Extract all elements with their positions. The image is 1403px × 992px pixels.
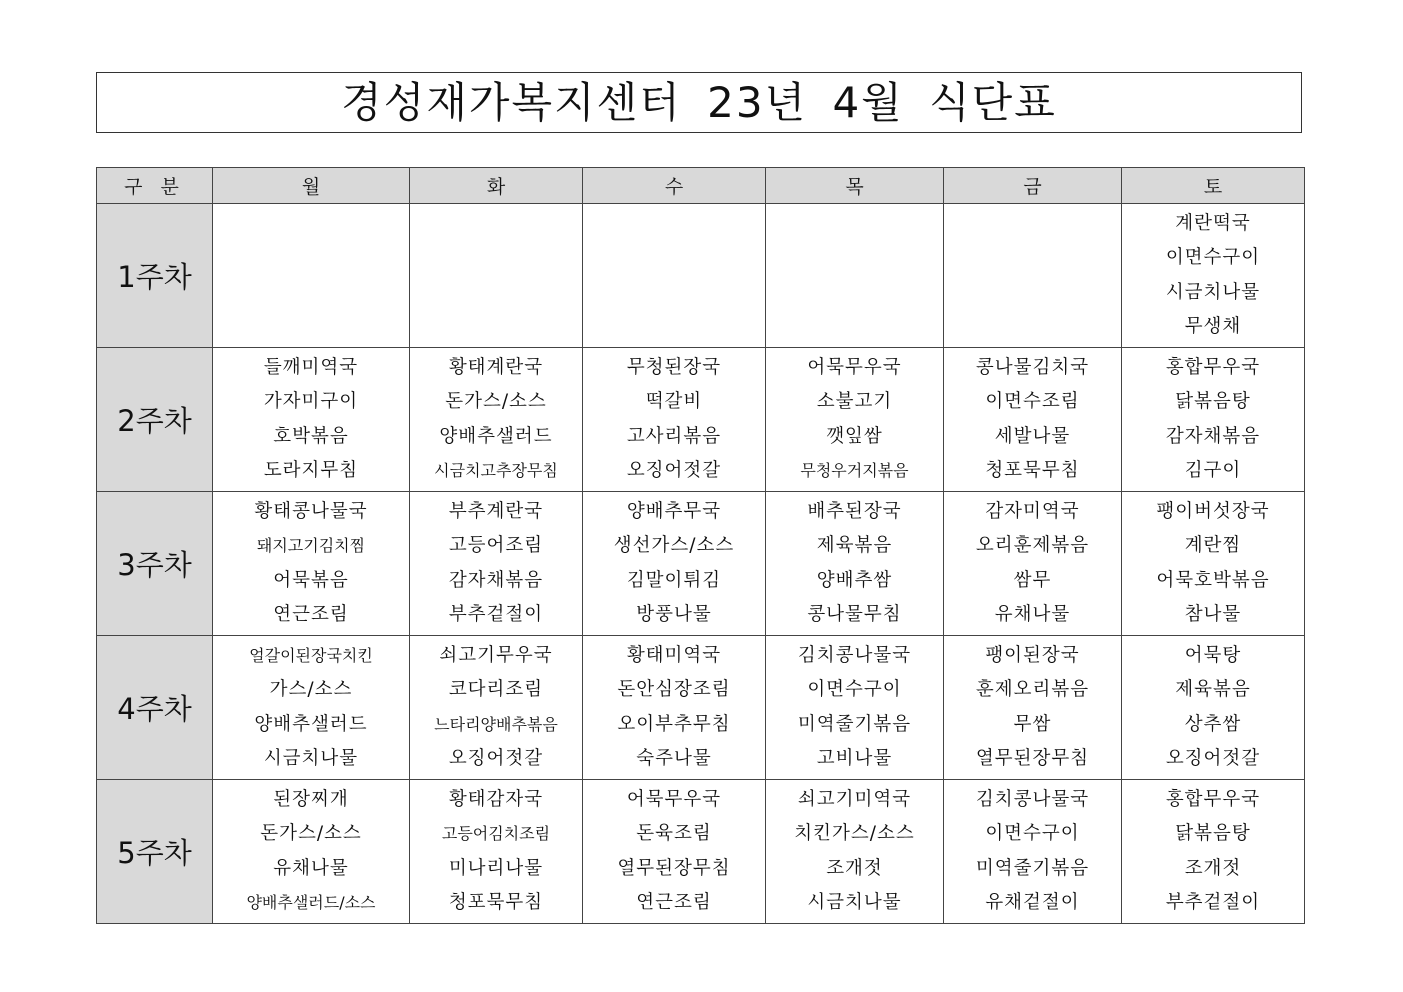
menu-item: 어묵무우국 (807, 356, 902, 378)
menu-item: 어묵볶음 (273, 569, 349, 591)
menu-item-list (583, 780, 765, 923)
menu-item: 김치콩나물국 (975, 788, 1090, 810)
day-menu-cell (944, 636, 1122, 780)
menu-item: 닭볶음탕 (1175, 391, 1251, 412)
week-label: 2주차 (97, 348, 213, 492)
menu-item: 떡갈비 (645, 391, 703, 412)
day-menu-cell (410, 492, 583, 636)
menu-item: 부추겉절이 (448, 604, 544, 625)
day-menu-cell (213, 780, 410, 924)
day-menu-cell (213, 348, 410, 492)
menu-item: 오징어젓갈 (1165, 748, 1261, 769)
week-row (97, 492, 1305, 636)
day-menu-cell (213, 492, 410, 636)
menu-item: 열무된장무침 (617, 857, 731, 879)
day-menu-cell (944, 204, 1122, 348)
day-menu-cell (1122, 492, 1305, 636)
menu-item: 돈가스/소스 (260, 823, 362, 844)
menu-item: 어묵호박볶음 (1156, 569, 1270, 591)
menu-item: 감자미역국 (985, 500, 1080, 522)
day-menu-cell (583, 636, 766, 780)
menu-item: 감자채볶음 (448, 569, 544, 591)
day-menu-cell (583, 780, 766, 924)
header-day: 금 (944, 168, 1122, 204)
menu-item: 돈안심장조림 (617, 679, 731, 700)
menu-item: 양배추쌈 (816, 569, 893, 591)
day-menu-cell (410, 348, 583, 492)
menu-item: 양배추샐러드 (254, 713, 368, 735)
menu-item: 조개젓 (1184, 857, 1242, 879)
week-row (97, 636, 1305, 780)
menu-item-list (944, 204, 1121, 347)
menu-item: 느타리양배추볶음 (434, 714, 558, 734)
menu-item: 황태미역국 (626, 644, 722, 666)
header-category (97, 168, 213, 204)
menu-item: 배추된장국 (807, 500, 902, 522)
menu-item: 연근조림 (273, 604, 349, 625)
day-menu-cell (766, 204, 944, 348)
menu-item-list (944, 348, 1121, 491)
day-menu-cell (944, 492, 1122, 636)
menu-item: 시금치나물 (263, 748, 359, 769)
menu-item: 오이부추무침 (617, 713, 731, 735)
day-menu-cell (1122, 636, 1305, 780)
menu-item-list (410, 636, 582, 779)
menu-item: 청포묵무침 (985, 460, 1080, 481)
menu-item: 조개젓 (826, 857, 883, 879)
menu-item-list (583, 348, 765, 491)
day-menu-cell (944, 348, 1122, 492)
menu-item: 세발나물 (994, 425, 1071, 447)
day-menu-cell (410, 636, 583, 780)
day-menu-cell (213, 636, 410, 780)
menu-item: 김구이 (1184, 460, 1242, 481)
menu-item: 깻잎쌈 (826, 425, 883, 447)
day-menu-cell (766, 492, 944, 636)
day-menu-cell (766, 348, 944, 492)
menu-item: 어묵무우국 (626, 788, 722, 810)
menu-item: 돈육조림 (636, 823, 712, 844)
menu-item: 팽이버섯장국 (1156, 500, 1270, 522)
menu-item: 된장찌개 (273, 788, 349, 810)
day-menu-cell (213, 204, 410, 348)
menu-item-list (410, 348, 582, 491)
menu-item: 이면수구이 (1165, 247, 1261, 268)
menu-item: 도라지무침 (263, 460, 359, 481)
menu-item: 숙주나물 (636, 748, 712, 769)
menu-item-list (583, 492, 765, 635)
week-label: 1주차 (97, 204, 213, 348)
menu-item: 어묵탕 (1184, 644, 1242, 666)
menu-item: 양배추무국 (626, 500, 722, 522)
menu-item: 돈가스/소스 (445, 391, 547, 412)
menu-item: 이면수구이 (807, 679, 902, 700)
menu-item: 이면수구이 (985, 823, 1080, 844)
menu-item: 계란찜 (1184, 535, 1242, 556)
menu-item: 김말이튀김 (626, 569, 722, 591)
menu-item-list (1122, 492, 1304, 635)
menu-item: 호박볶음 (273, 425, 349, 447)
day-menu-cell (1122, 204, 1305, 348)
menu-item: 황태콩나물국 (254, 500, 368, 522)
day-menu-cell (583, 348, 766, 492)
menu-item-list (944, 780, 1121, 923)
menu-item: 김치콩나물국 (797, 644, 912, 666)
menu-item: 오징어젓갈 (626, 460, 722, 481)
menu-item: 계란떡국 (1175, 212, 1251, 234)
menu-item: 청포묵무침 (448, 892, 544, 913)
menu-item-list (213, 780, 409, 923)
menu-item-list (944, 492, 1121, 635)
title-box (96, 72, 1302, 133)
menu-item: 쇠고기무우국 (439, 644, 553, 666)
menu-item: 상추쌈 (1184, 713, 1242, 735)
menu-item: 부추계란국 (448, 500, 544, 522)
menu-item: 참나물 (1184, 604, 1242, 625)
menu-item-list (766, 492, 943, 635)
menu-item: 미역줄기볶음 (975, 857, 1090, 879)
menu-item: 무청우거지볶음 (800, 461, 909, 480)
menu-item: 고비나물 (816, 748, 893, 769)
menu-item: 오징어젓갈 (448, 748, 544, 769)
menu-item-list (213, 492, 409, 635)
week-row (97, 204, 1305, 348)
day-menu-cell (410, 204, 583, 348)
menu-item-list (410, 492, 582, 635)
menu-item: 쇠고기미역국 (797, 788, 912, 810)
week-row (97, 348, 1305, 492)
menu-item: 이면수조림 (985, 391, 1080, 412)
menu-item-list (766, 204, 943, 347)
day-menu-cell (944, 780, 1122, 924)
header-day: 토 (1122, 168, 1305, 204)
menu-item-list (1122, 780, 1304, 923)
menu-item: 유채나물 (994, 604, 1071, 625)
menu-item: 황태계란국 (448, 356, 544, 378)
day-menu-cell (766, 780, 944, 924)
menu-item: 오리훈제볶음 (975, 535, 1090, 556)
menu-item: 소불고기 (816, 391, 893, 412)
menu-item: 얼갈이된장국치킨 (249, 645, 373, 665)
menu-item-list (766, 780, 943, 923)
menu-item: 황태감자국 (448, 788, 544, 810)
week-row (97, 780, 1305, 924)
menu-item: 코다리조림 (448, 679, 544, 700)
page-title: 경성재가복지센터 23년 4월 식단표 (341, 77, 1057, 127)
menu-item: 콩나물무침 (807, 604, 902, 625)
header-day: 화 (410, 168, 583, 204)
day-menu-cell (583, 492, 766, 636)
menu-item: 양배추샐러드/소스 (246, 893, 376, 912)
menu-item-list (583, 204, 765, 347)
menu-item: 생선가스/소스 (613, 535, 735, 556)
menu-item: 쌈무 (1013, 569, 1052, 591)
menu-item: 무쌈 (1013, 713, 1052, 735)
header-day: 목 (766, 168, 944, 204)
menu-item: 열무된장무침 (975, 748, 1090, 769)
menu-item: 연근조림 (636, 892, 712, 913)
menu-item: 가스/소스 (269, 679, 353, 700)
menu-item: 시금치나물 (807, 892, 902, 913)
header-category-label: 구 분 (124, 176, 185, 198)
menu-item: 닭볶음탕 (1175, 823, 1251, 844)
menu-item: 훈제오리볶음 (975, 679, 1090, 700)
menu-item: 무생채 (1184, 316, 1242, 337)
menu-item: 콩나물김치국 (975, 356, 1090, 378)
menu-item: 들깨미역국 (263, 356, 359, 378)
menu-item: 부추겉절이 (1165, 892, 1261, 913)
menu-item: 감자채볶음 (1165, 425, 1261, 447)
menu-item: 팽이된장국 (985, 644, 1080, 666)
menu-item: 유채겉절이 (985, 892, 1080, 913)
menu-item-list (213, 636, 409, 779)
menu-item: 홍합무우국 (1165, 788, 1261, 810)
menu-item: 가자미구이 (263, 391, 359, 412)
menu-item: 미역줄기볶음 (797, 713, 912, 735)
menu-item: 방풍나물 (636, 604, 712, 625)
menu-item-list (213, 348, 409, 491)
menu-item: 무청된장국 (626, 356, 722, 378)
menu-item-list (410, 780, 582, 923)
menu-item: 제육볶음 (816, 535, 893, 556)
menu-item: 돼지고기김치찜 (256, 536, 366, 555)
week-label: 4주차 (97, 636, 213, 780)
week-label: 3주차 (97, 492, 213, 636)
menu-item: 유채나물 (273, 857, 349, 879)
meal-plan-table (96, 167, 1305, 924)
menu-item: 고사리볶음 (626, 425, 722, 447)
menu-item-list (410, 204, 582, 347)
menu-item-list (1122, 204, 1304, 347)
menu-item-list (1122, 348, 1304, 491)
menu-item-list (1122, 636, 1304, 779)
menu-item: 시금치나물 (1165, 281, 1261, 303)
menu-item: 양배추샐러드 (439, 425, 553, 447)
day-menu-cell (583, 204, 766, 348)
menu-item-list (213, 204, 409, 347)
header-day: 수 (583, 168, 766, 204)
menu-item-list (944, 636, 1121, 779)
menu-item-list (766, 636, 943, 779)
week-label: 5주차 (97, 780, 213, 924)
menu-item: 고등어김치조림 (441, 824, 551, 843)
day-menu-cell (1122, 348, 1305, 492)
header-day: 월 (213, 168, 410, 204)
menu-item: 미나리나물 (448, 857, 544, 879)
menu-item: 치킨가스/소스 (794, 823, 915, 844)
menu-item: 시금치고추장무침 (434, 461, 558, 480)
menu-item: 제육볶음 (1175, 679, 1251, 700)
menu-item-list (766, 348, 943, 491)
day-menu-cell (410, 780, 583, 924)
header-row (97, 168, 1305, 204)
day-menu-cell (766, 636, 944, 780)
menu-item-list (583, 636, 765, 779)
day-menu-cell (1122, 780, 1305, 924)
menu-item: 홍합무우국 (1165, 356, 1261, 378)
menu-item: 고등어조림 (448, 535, 544, 556)
